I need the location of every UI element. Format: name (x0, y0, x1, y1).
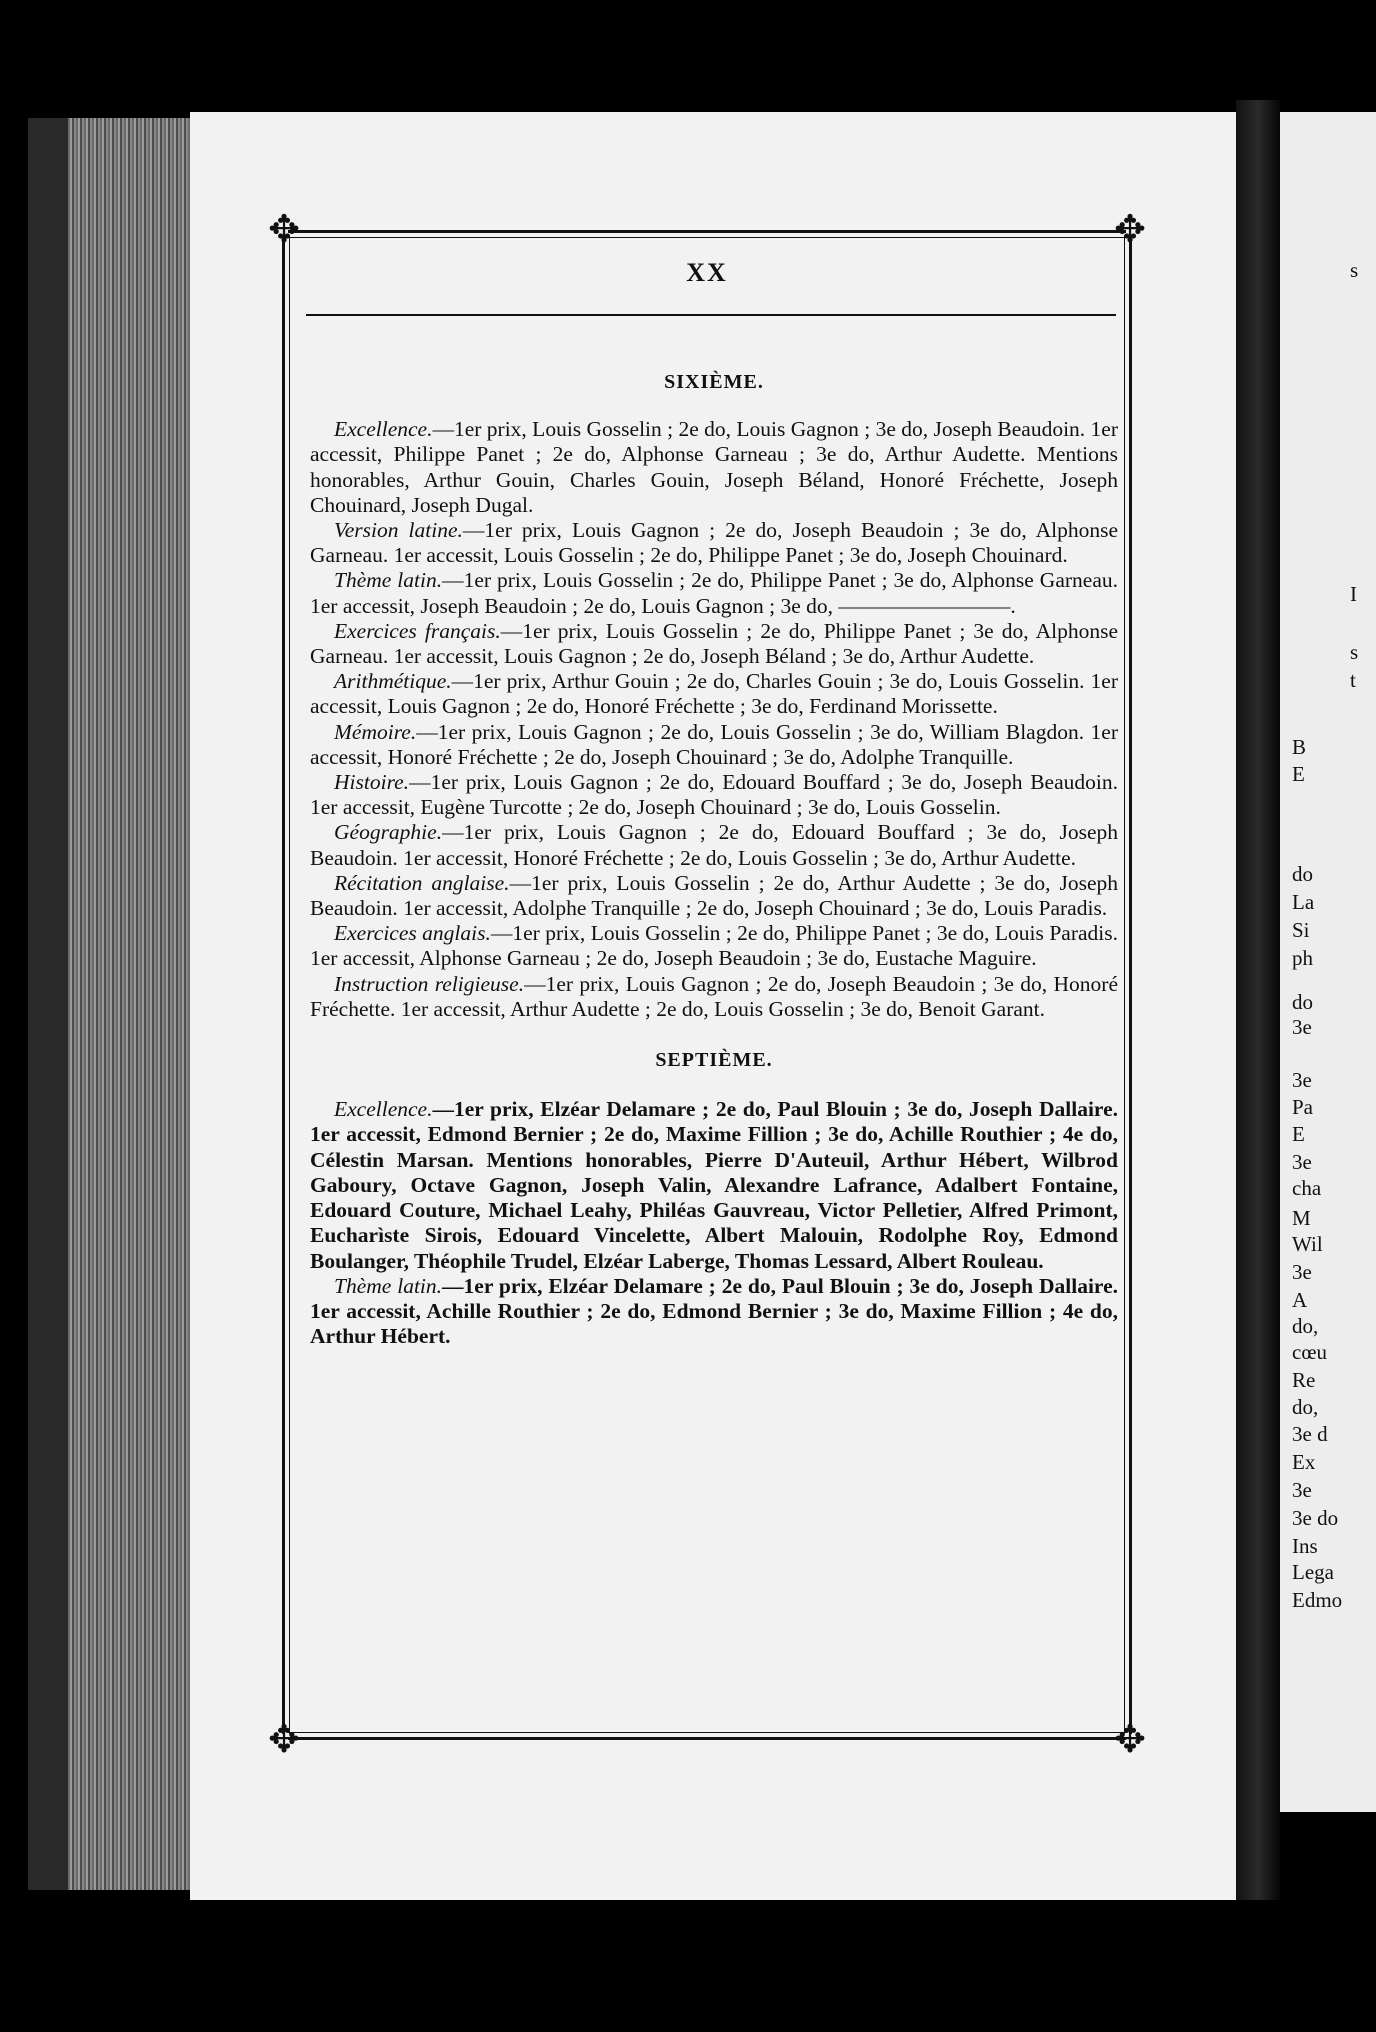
facing-page-text: Wil (1292, 1232, 1323, 1256)
subject-label: Version latine. (334, 518, 463, 543)
prize-text: —1er prix, Elzéar Delamare ; 2e do, Paul Blouin ; 3e do, Joseph Dallaire. 1er accessit, Achille Routhier ; 2e do, Edmond Bernier ; 3e do, Maxime Fillion ; 4e do, Arthur Hébert. (310, 1273, 1118, 1349)
facing-page-text: Re (1292, 1368, 1316, 1392)
subject-label: Instruction religieuse. (334, 971, 525, 996)
section-entries (310, 1097, 1118, 1349)
facing-page-text: 3e (1292, 1015, 1312, 1039)
subject-label: Géographie. (334, 820, 443, 845)
facing-page-text: s (1350, 640, 1359, 664)
list-item (310, 871, 1118, 921)
list-item (310, 619, 1118, 669)
prize-text: —1er prix, Louis Gosselin ; 2e do, Philippe Panet ; 3e do, Alphonse Garneau. 1er accessit, Louis Gagnon ; 2e do, Joseph Béland ; 3e do, Arthur Audette. (310, 618, 1118, 669)
corner-ornament-icon: ✥ (1114, 209, 1146, 251)
corner-ornament-icon: ✥ (268, 209, 300, 251)
facing-page-text: B (1292, 735, 1307, 759)
subject-label: Histoire. (334, 770, 410, 795)
facing-page-text: E (1292, 762, 1305, 786)
facing-page-text: 3e (1292, 1068, 1312, 1092)
section-heading: SEPTIÈME. (655, 1049, 773, 1072)
subject-label: Mémoire. (334, 719, 417, 744)
facing-page-text: ph (1292, 946, 1313, 970)
subject-label: Arithmétique. (334, 669, 452, 694)
prize-text: —1er prix, Louis Gosselin ; 2e do, Louis Gagnon ; 3e do, Joseph Beaudoin. 1er accessit, Philippe Panet ; 2e do, Alphonse Garneau ; 3e do, Arthur Audette. Mentions honorables, Arthur Gouin, Charles Gouin, Joseph Béland, Honoré Fréchette, Joseph Chouinard, Joseph Dugal. (310, 417, 1118, 517)
facing-page-text: do, (1292, 1395, 1319, 1419)
list-item (310, 720, 1118, 770)
list-item (310, 921, 1118, 971)
facing-page-text: E (1292, 1122, 1305, 1146)
book-page-edges (28, 118, 194, 1890)
facing-page-text: 3e (1292, 1150, 1312, 1174)
page-content (310, 370, 1118, 1349)
prize-text: —1er prix, Arthur Gouin ; 2e do, Charles Gouin ; 3e do, Louis Gosselin. 1er accessit, Louis Gagnon ; 2e do, Honoré Fréchette ; 3e do, Ferdinand Morissette. (310, 669, 1118, 719)
facing-page-text: do (1292, 862, 1313, 886)
facing-page-text: I (1350, 582, 1357, 606)
facing-page-text: t (1350, 668, 1356, 692)
prize-text: —1er prix, Louis Gagnon ; 2e do, Joseph Beaudoin ; 3e do, Alphonse Garneau. 1er accessit, Louis Gosselin ; 2e do, Philippe Panet ; 3e do, Joseph Chouinard. (310, 518, 1119, 568)
subject-label: Récitation anglaise. (334, 870, 510, 895)
list-item (310, 1097, 1118, 1273)
facing-page-text: La (1292, 890, 1315, 914)
facing-page-text: 3e do (1292, 1506, 1339, 1530)
subject-label: Thème latin. (334, 1273, 443, 1298)
prize-text: —1er prix, Elzéar Delamare ; 2e do, Paul Blouin ; 3e do, Joseph Dallaire. 1er accessit, Edmond Bernier ; 2e do, Maxime Fillion ; 3e do, Achille Routhier ; 4e do, Célestin Marsan. Mentions honorables, Pierre D'Auteuil, Arthur Hébert, Wilbrod Gaboury, Octave Gagnon, Joseph Valin, Alexandre Lafrance, Adalbert Fontaine, Edouard Couture, Michael Leahy, Philéas Gauvreau, Victor Pelletier, Alfred Primont, Eucharìste Sirois, Edouard Vincelette, Albert Malouin, Rodolphe Roy, Edmond Boulanger, Théophile Trudel, Elzéar Laberge, Thomas Lessard, Albert Rouleau. (310, 1097, 1118, 1273)
facing-page-fragment (1280, 112, 1376, 1812)
facing-page-text: do (1292, 990, 1313, 1014)
prize-text: —1er prix, Louis Gagnon ; 2e do, Joseph Beaudoin ; 3e do, Honoré Fréchette. 1er accessit, Arthur Audette ; 2e do, Louis Gosselin ; 3e do, Benoit Garant. (310, 971, 1118, 1021)
facing-page-text: cœu (1292, 1340, 1327, 1364)
facing-page-text: 3e (1292, 1260, 1312, 1284)
subject-label: Excellence. (334, 417, 433, 442)
list-item (310, 568, 1118, 618)
facing-page-text: s (1350, 258, 1359, 282)
facing-page-text: 3e d (1292, 1422, 1328, 1446)
prize-text: —1er prix, Louis Gagnon ; 2e do, Edouard Bouffard ; 3e do, Joseph Beaudoin. 1er accessit, Honoré Fréchette ; 2e do, Louis Gosselin ; 3e do, Arthur Audette. (310, 820, 1118, 870)
facing-page-text: Lega (1292, 1560, 1334, 1584)
section-entries (310, 417, 1118, 1022)
list-item (310, 972, 1118, 1022)
header-rule (306, 314, 1116, 316)
list-item (310, 1274, 1118, 1350)
list-item (310, 770, 1118, 820)
subject-label: Exercices anglais. (334, 921, 491, 946)
book-page (190, 112, 1236, 1910)
prize-text: —1er prix, Louis Gosselin ; 2e do, Philippe Panet ; 3e do, Alphonse Garneau. 1er accessit, Joseph Beaudoin ; 2e do, Louis Gagnon ; 3e do, ————————. (310, 568, 1118, 618)
subject-label: Exercices français. (334, 618, 501, 643)
page-number: XX (686, 258, 728, 287)
ornamental-frame (268, 209, 1146, 1761)
list-item (310, 669, 1118, 719)
prize-text: —1er prix, Louis Gosselin ; 2e do, Philippe Panet ; 3e do, Louis Paradis. 1er accessit, Alphonse Garneau ; 2e do, Joseph Beaudoin ; 3e do, Eustache Maguire. (310, 921, 1118, 971)
section-heading: SIXIÈME. (664, 371, 764, 393)
facing-page-text: Ins (1292, 1534, 1318, 1558)
facing-page-text: cha (1292, 1176, 1322, 1200)
corner-ornament-icon: ✥ (1114, 1719, 1146, 1761)
subject-label: Excellence. (334, 1097, 433, 1122)
facing-page-text: 3e (1292, 1478, 1312, 1502)
prize-text: —1er prix, Louis Gagnon ; 2e do, Edouard Bouffard ; 3e do, Joseph Beaudoin. 1er accessit, Eugène Turcotte ; 2e do, Joseph Chouinard ; 3e do, Louis Gosselin. (310, 770, 1118, 820)
list-item (310, 518, 1118, 568)
corner-ornament-icon: ✥ (268, 1719, 300, 1761)
facing-page-text: do, (1292, 1314, 1319, 1338)
book-gutter (1236, 100, 1280, 1930)
list-item (310, 417, 1118, 518)
list-item (310, 820, 1118, 870)
prize-text: —1er prix, Louis Gosselin ; 2e do, Arthur Audette ; 3e do, Joseph Beaudoin. 1er accessit, Adolphe Tranquille ; 2e do, Joseph Chouinard ; 3e do, Louis Paradis. (310, 870, 1119, 921)
subject-label: Thème latin. (334, 568, 443, 593)
facing-page-text: Edmo (1292, 1588, 1343, 1612)
facing-page-text: M (1292, 1206, 1311, 1230)
prize-text: —1er prix, Louis Gagnon ; 2e do, Louis Gosselin ; 3e do, William Blagdon. 1er accessit, Honoré Fréchette ; 2e do, Joseph Chouinard ; 3e do, Adolphe Tranquille. (310, 719, 1118, 769)
facing-page-text: Si (1292, 918, 1310, 942)
background-shadow (0, 1900, 1376, 2032)
facing-page-text: Pa (1292, 1095, 1313, 1119)
facing-page-text: A (1292, 1288, 1308, 1312)
facing-page-text: Ex (1292, 1450, 1316, 1474)
